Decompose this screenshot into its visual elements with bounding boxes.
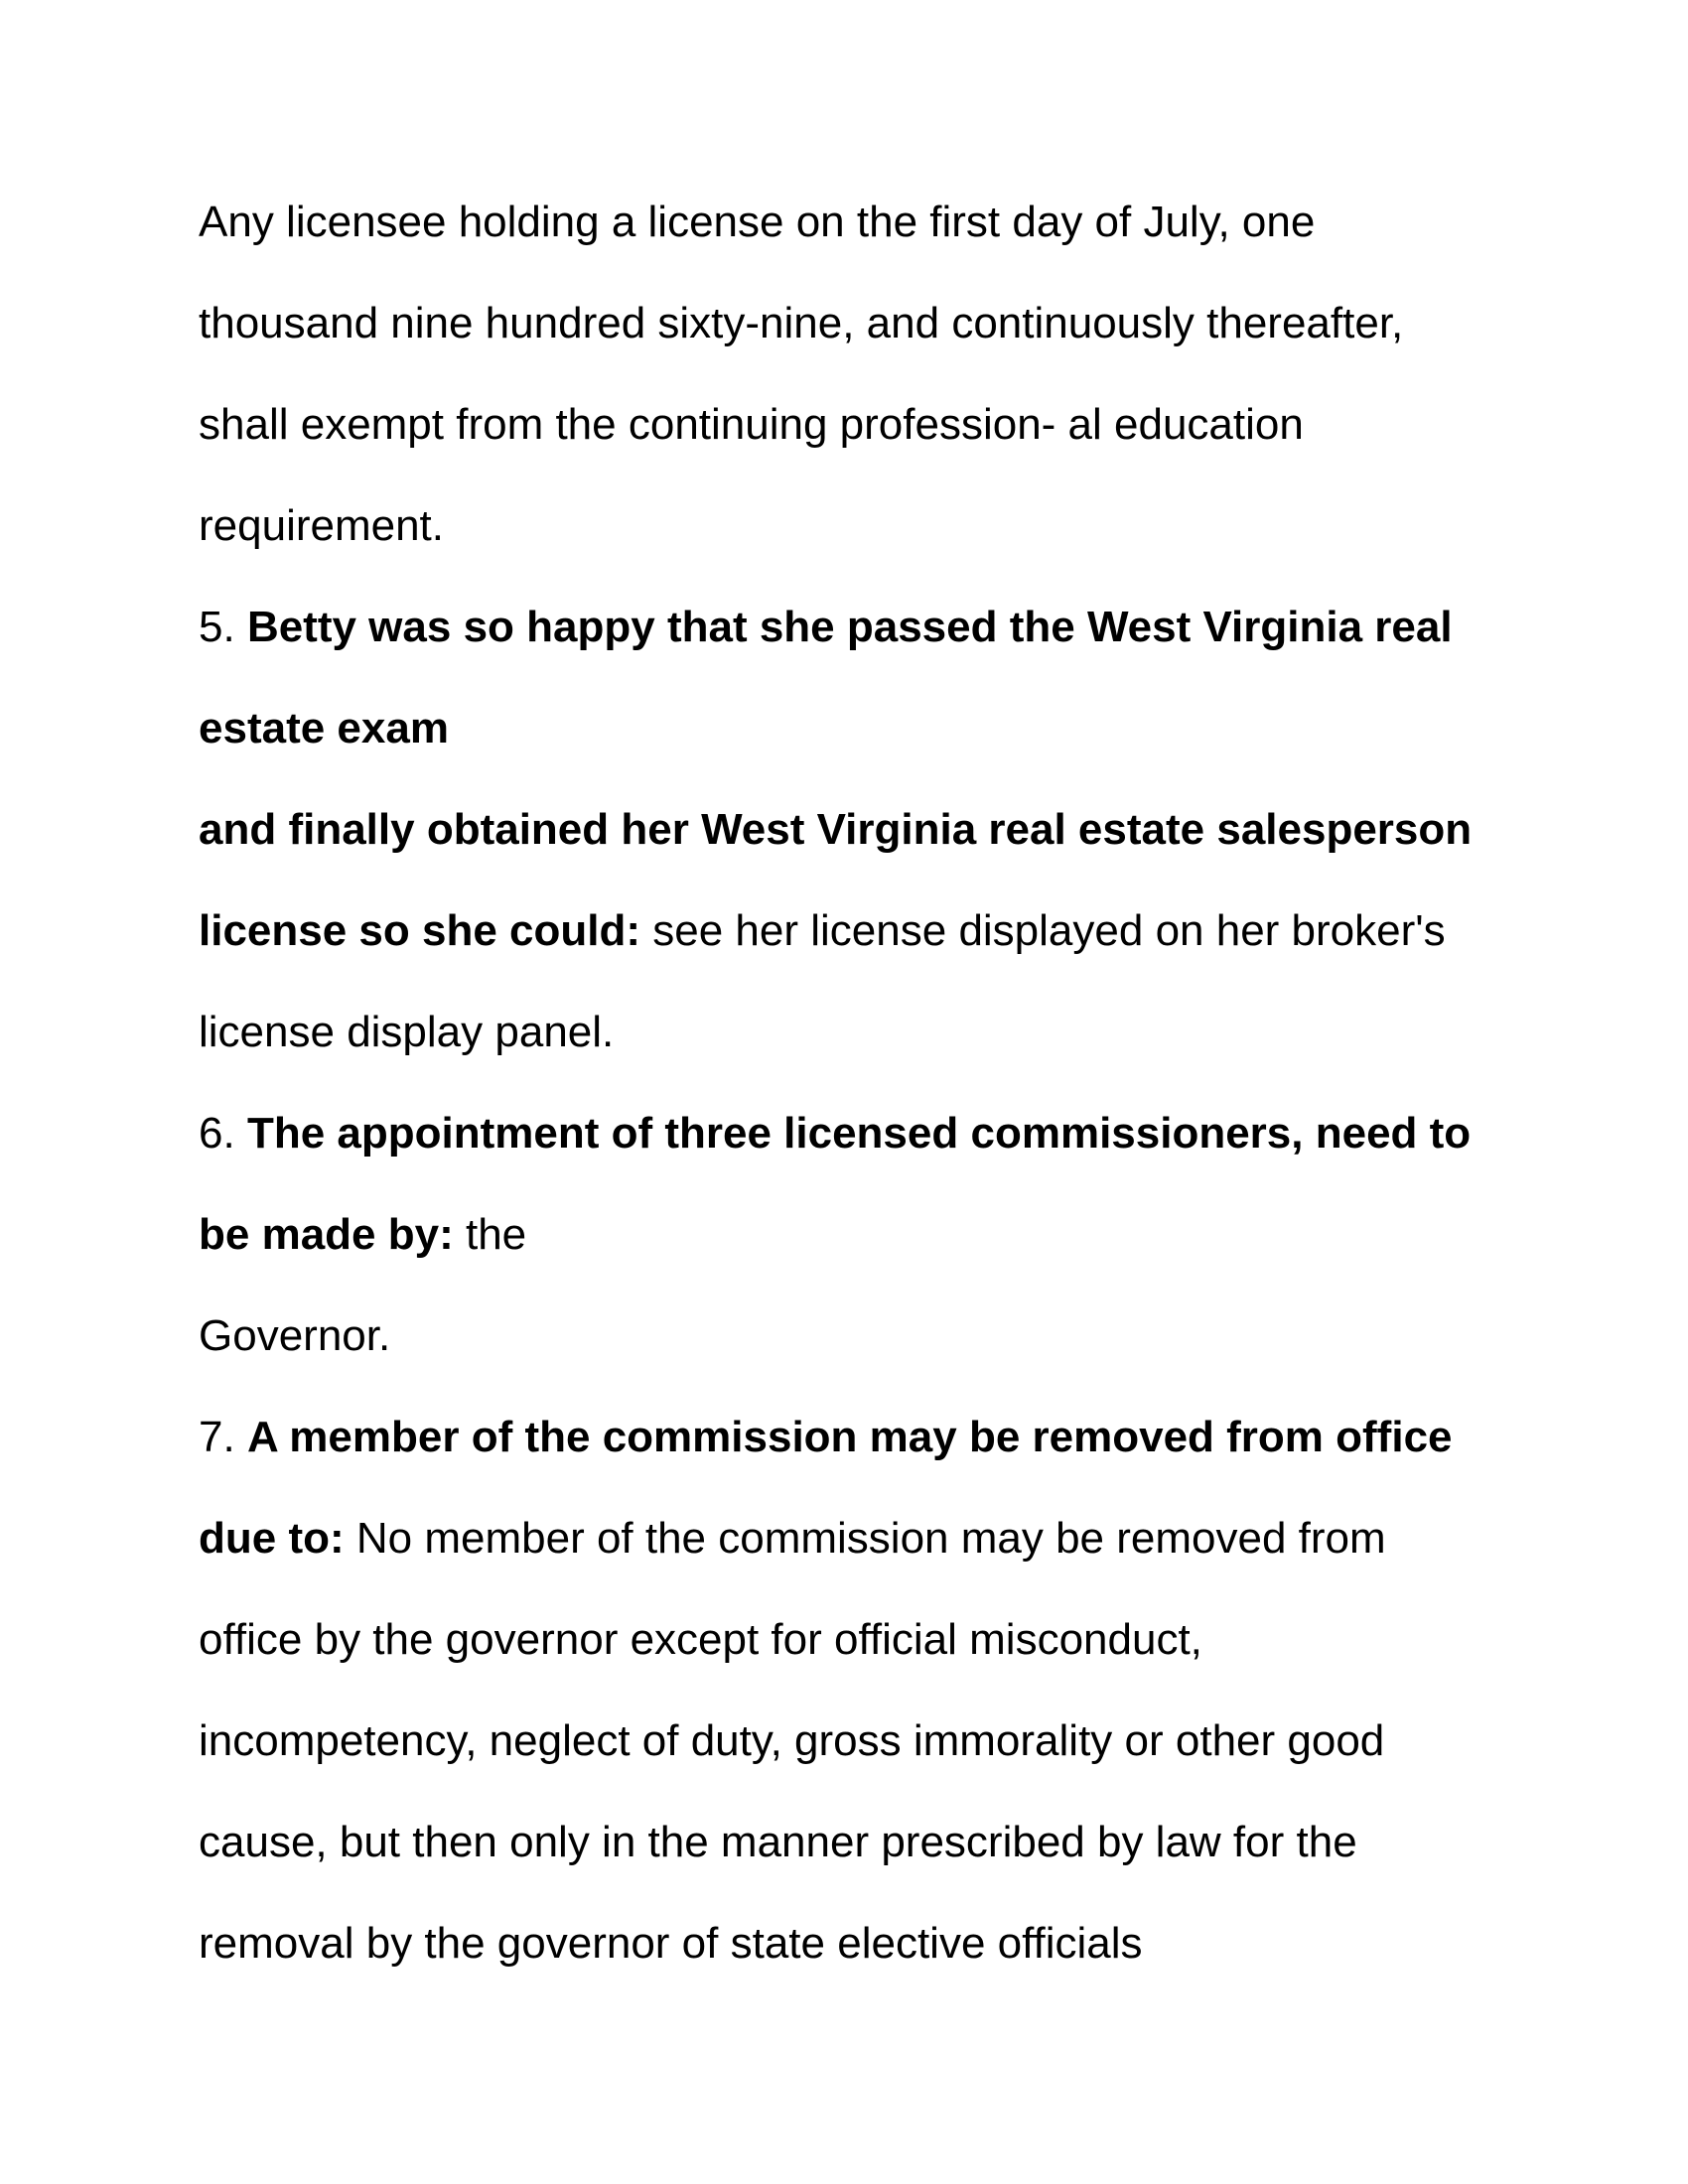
question-text: A member of the commission may be removed from office (246, 1413, 1453, 1461)
answer-text: see her license displayed on her broker's (652, 906, 1446, 955)
question-7 (199, 1408, 1509, 1467)
answer-text: license display panel. (199, 1008, 615, 1056)
answer-text: Governor. (199, 1311, 391, 1360)
intro-line: shall exempt from the continuing profession- al education (199, 400, 1304, 449)
question-6 (199, 1104, 1509, 1163)
intro-line: thousand nine hundred sixty-nine, and continuously thereafter, (199, 299, 1404, 347)
question-5 (199, 598, 1509, 657)
question-text: Betty was so happy that she passed the West Virginia real (246, 603, 1453, 651)
question-number: 7. (199, 1413, 235, 1461)
answer-text: removal by the governor of state elective officials (199, 1919, 1143, 1968)
intro-line: requirement. (199, 501, 445, 550)
question-text: The appointment of three licensed commissioners, need to (246, 1109, 1472, 1158)
answer-text: No member of the commission may be removed from (355, 1514, 1386, 1563)
question-text: and finally obtained her West Virginia real estate salesperson (199, 805, 1473, 854)
answer-text: cause, but then only in the manner prescribed by law for the (199, 1818, 1357, 1866)
question-number: 5. (199, 603, 235, 651)
question-text: estate exam (199, 704, 449, 752)
question-7-answer-line (199, 1509, 1509, 1569)
question-5-answer-line (199, 901, 1509, 961)
question-text: license so she could: (199, 906, 641, 955)
question-text: due to: (199, 1514, 345, 1563)
question-6-answer-line (199, 1205, 1509, 1265)
answer-text: the (465, 1210, 527, 1259)
question-text: be made by: (199, 1210, 454, 1259)
intro-line: Any licensee holding a license on the first day of July, one (199, 198, 1316, 246)
answer-text: office by the governor except for official misconduct, (199, 1615, 1202, 1664)
answer-text: incompetency, neglect of duty, gross immorality or other good (199, 1716, 1385, 1765)
question-number: 6. (199, 1109, 235, 1158)
